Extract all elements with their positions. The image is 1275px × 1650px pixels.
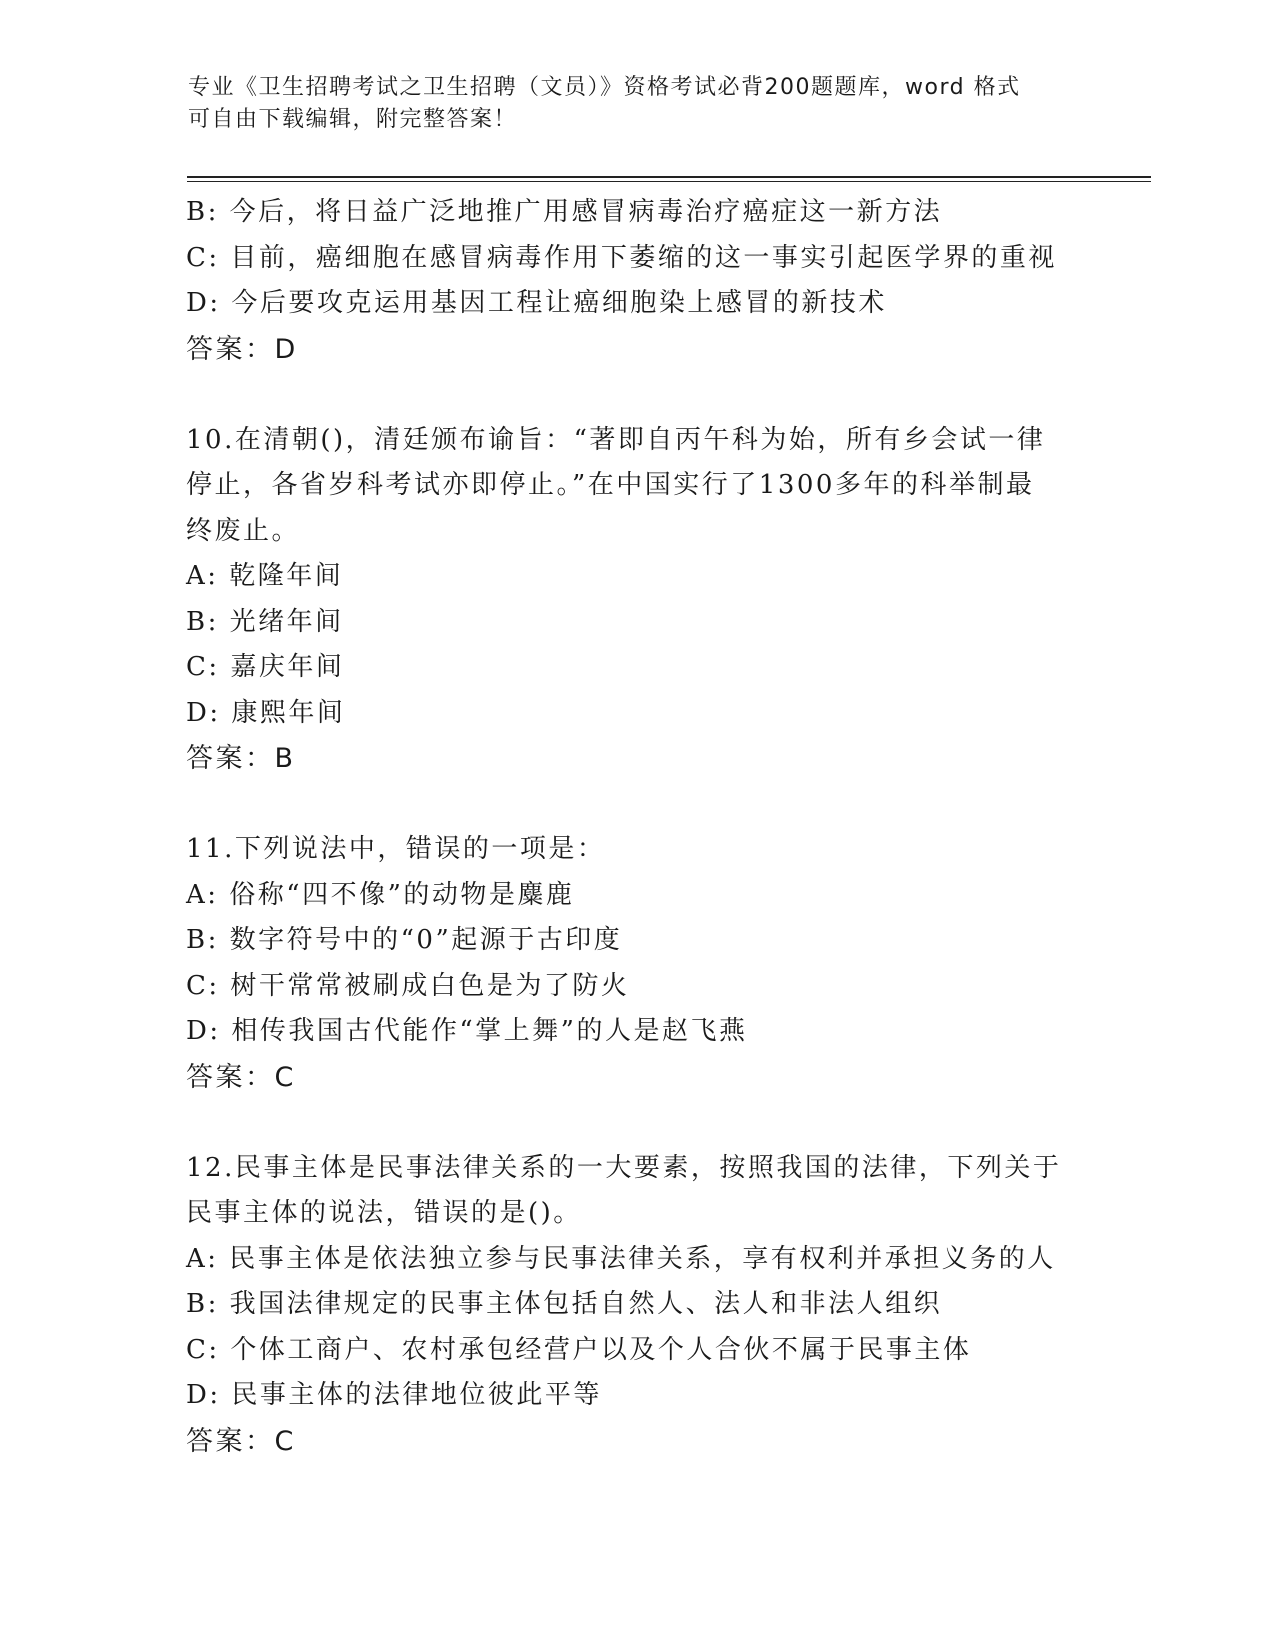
question-stem-line: 民事主体的说法，错误的是()。 <box>186 1198 582 1228</box>
answer-line: 答案：D <box>186 333 298 365</box>
question-11 <box>186 827 1086 1100</box>
question-stem-line: 12.民事主体是民事法律关系的一大要素，按照我国的法律，下列关于 <box>186 1152 1062 1183</box>
question-spacer <box>186 782 1086 828</box>
answer-line: 答案：C <box>186 1425 296 1457</box>
header-title-line-1: 专业《卫生招聘考试之卫生招聘（文员）》资格考试必背200题题库，word 格式 <box>188 75 1021 100</box>
option-b: B: 光绪年间 <box>186 606 344 637</box>
answer-line: 答案：C <box>186 1061 296 1093</box>
option-d: D: 相传我国古代能作“掌上舞”的人是赵飞燕 <box>186 1016 748 1046</box>
document-header <box>188 72 1068 136</box>
question-stem-line: 10.在清朝()，清廷颁布谕旨：“著即自丙午科为始，所有乡会试一律 <box>186 424 1046 455</box>
option-a: A: 俗称“四不像”的动物是麋鹿 <box>186 879 575 910</box>
option-a: A: 乾隆年间 <box>186 561 344 591</box>
question-stem-line: 终废止。 <box>186 515 301 546</box>
header-title-line-2: 可自由下载编辑，附完整答案！ <box>188 107 518 132</box>
option-a: A: 民事主体是依法独立参与民事法律关系，享有权利并承担义务的人 <box>186 1243 1056 1274</box>
question-9-tail <box>186 190 1086 372</box>
question-10 <box>186 418 1086 782</box>
answer-line: 答案：B <box>186 743 296 774</box>
option-b: B: 我国法律规定的民事主体包括自然人、法人和非法人组织 <box>186 1289 943 1319</box>
option-c: C: 个体工商户、农村承包经营户以及个人合伙不属于民事主体 <box>186 1334 972 1365</box>
option-d: D: 康熙年间 <box>186 697 346 728</box>
question-list <box>186 190 1086 1464</box>
question-spacer <box>186 1100 1086 1146</box>
question-spacer <box>186 372 1086 418</box>
header-divider <box>187 176 1151 182</box>
option-b: B: 数字符号中的“0”起源于古印度 <box>186 925 623 955</box>
option-c: C: 目前，癌细胞在感冒病毒作用下萎缩的这一事实引起医学界的重视 <box>186 242 1057 273</box>
option-c: C: 嘉庆年间 <box>186 652 345 682</box>
question-12 <box>186 1146 1086 1465</box>
option-d: D: 今后要攻克运用基因工程让癌细胞染上感冒的新技术 <box>186 288 887 318</box>
question-stem-line: 停止，各省岁科考试亦即停止。”在中国实行了1300多年的科举制最 <box>186 470 1035 500</box>
question-stem-line: 11.下列说法中，错误的一项是： <box>186 834 606 864</box>
option-b: B: 今后，将日益广泛地推广用感冒病毒治疗癌症这一新方法 <box>186 197 943 227</box>
option-d: D: 民事主体的法律地位彼此平等 <box>186 1380 602 1410</box>
option-c: C: 树干常常被刷成白色是为了防火 <box>186 970 630 1001</box>
